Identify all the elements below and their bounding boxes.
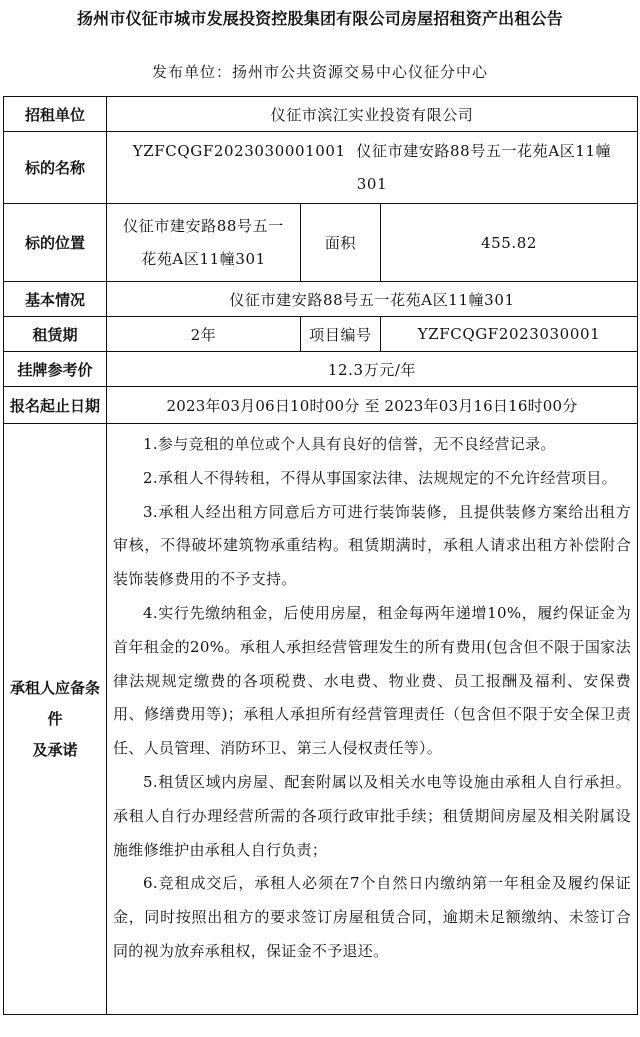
target-location-line1: 仪征市建安路88号五一 — [123, 216, 284, 235]
requirements-label — [4, 424, 107, 1015]
target-name-line2: 301 — [356, 174, 388, 193]
requirement-item-6: 6.竞租成交后，承租人必须在7个自然日内缴纳第一年租金及履约保证金，同时按照出租方的要求签订房屋租赁合同，逾期未足额缴纳、未签订合同的视为放弃承租权，保证金不予退还。 — [113, 874, 631, 960]
area-value: 455.82 — [381, 204, 638, 282]
reference-price-label: 挂牌参考价 — [4, 352, 107, 387]
row-target-name — [4, 132, 638, 204]
requirement-item-4: 4.实行先缴纳租金，后使用房屋，租金每两年递增10%，履约保证金为首年租金的20%。承租人承担经营管理发生的所有费用(包含但不限于国家法律法规规定缴费的各项税费、水电费、物业费、员工报酬及福利、安保费用、修缮费用等)；承租人承担所有经营管理责任（包含但不限于安全保卫责任、人员管理、消防环卫、第三人侵权责任等）。 — [113, 603, 631, 758]
requirement-item-3: 3.承租人经出租方同意后方可进行装饰装修，且提供装修方案给出租方审核，不得破坏建筑物承重结构。租赁期满时，承租人请求出租方补偿附合装饰装修费用的不予支持。 — [113, 502, 631, 589]
project-number-label: 项目编号 — [301, 317, 381, 352]
target-location-label: 标的位置 — [4, 204, 107, 282]
area-label: 面积 — [301, 204, 381, 282]
registration-period-label: 报名起止日期 — [4, 387, 107, 424]
row-reference-price — [4, 352, 638, 387]
target-name-value — [107, 132, 638, 204]
basic-info-value: 仪征市建安路88号五一花苑A区11幢301 — [107, 282, 638, 317]
publisher-line: 发布单位：扬州市公共资源交易中心仪征分中心 — [151, 63, 488, 81]
target-location-value — [107, 204, 301, 282]
row-basic-info — [4, 282, 638, 317]
requirement-item-1: 1.参与竞租的单位或个人具有良好的信誉，无不良经营记录。 — [143, 435, 556, 453]
requirements-label-line2: 件 — [47, 709, 63, 728]
registration-period-value: 2023年03月06日10时00分 至 2023年03月16日16时00分 — [107, 387, 638, 424]
notice-title: 扬州市仪征市城市发展投资控股集团有限公司房屋招租资产出租公告 — [76, 9, 563, 28]
requirement-item-2: 2.承租人不得转租，不得从事国家法律、法规规定的不允许经营项目。 — [143, 468, 617, 487]
requirement-item-5: 5.租赁区域内房屋、配套附属以及相关水电等设施由承租人自行承担。承租人自行办理经营所需的各项行政审批手续；租赁期间房屋及相关附属设施维修维护由承租人自行负责； — [113, 772, 631, 859]
tenderer-value: 仪征市滨江实业投资有限公司 — [107, 97, 638, 132]
requirements-label-line1: 承租人应备条 — [9, 678, 100, 697]
reference-price-value: 12.3万元/年 — [107, 352, 638, 387]
row-target-location — [4, 204, 638, 282]
row-tenderer — [4, 97, 638, 132]
row-registration-period — [4, 387, 638, 424]
requirements-content — [107, 424, 638, 1015]
lease-term-value: 2年 — [107, 317, 301, 352]
lease-term-label: 租赁期 — [4, 317, 107, 352]
target-name-label: 标的名称 — [4, 132, 107, 204]
notice-table — [3, 96, 638, 1015]
tenderer-label: 招租单位 — [4, 97, 107, 132]
target-location-line2: 花苑A区11幢301 — [141, 249, 266, 268]
project-number-value: YZFCQGF2023030001 — [381, 317, 638, 352]
row-requirements — [4, 424, 638, 1015]
row-lease-term — [4, 317, 638, 352]
requirements-label-line3: 及承诺 — [32, 740, 78, 759]
target-name-line1: YZFCQGF2023030001001 仪征市建安路88号五一花苑A区11幢 — [132, 141, 612, 160]
basic-info-label: 基本情况 — [4, 282, 107, 317]
